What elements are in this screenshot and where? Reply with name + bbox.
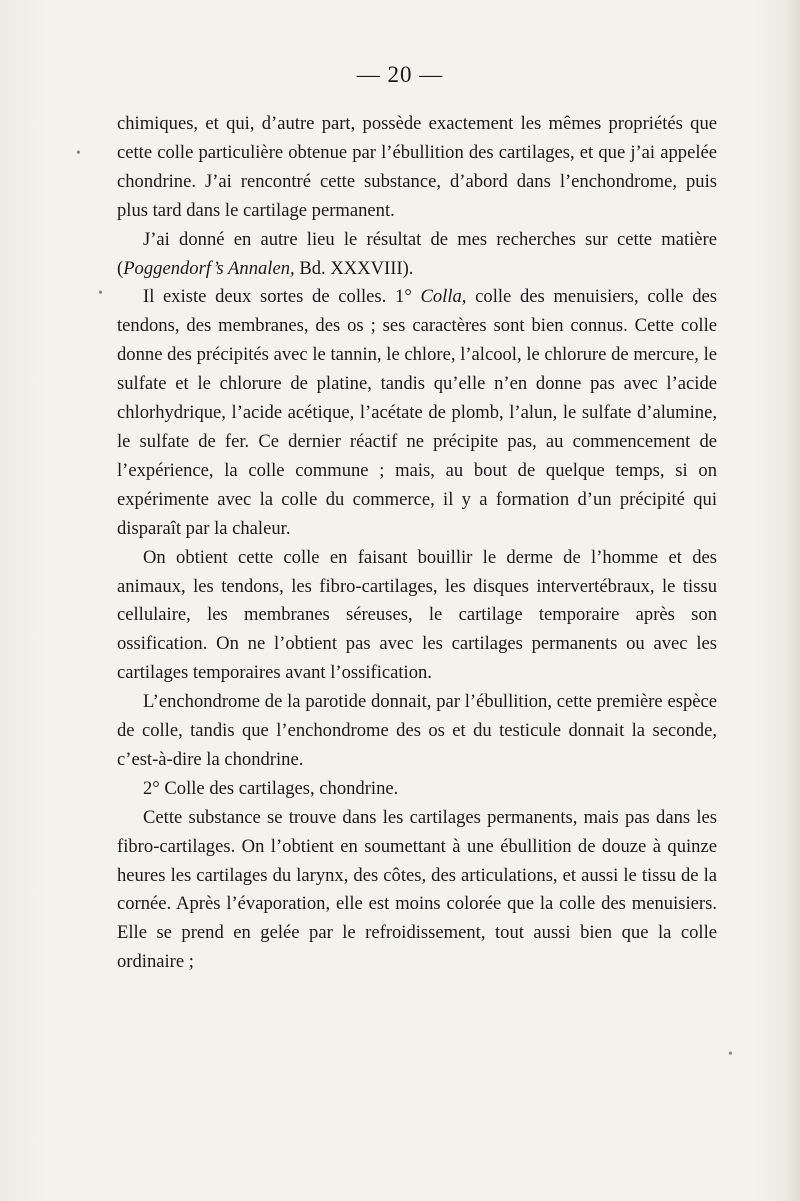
paragraph-7: Cette substance se trouve dans les cartilages permanents, mais pas dans les fibro-cartilages. On l’obtient en soumettant à une ébullition de douze à quinze heures les cartilages du larynx, des côtes, des articulations, et aussi le tissu de la cornée. Après l’évaporation, elle est moins colorée que la colle des menuisiers. Elle se prend en gelée par le refroidissement, tout aussi bien que la colle ordinaire ; — [117, 806, 717, 973]
page-number: — 20 — — [356, 62, 444, 87]
paragraph-3-italic: Colla, — [420, 286, 467, 308]
margin-mark: • — [98, 286, 103, 301]
paragraph-3-after: colle des menuisiers, colle des tendons, des membranes, des os ; ses caractères sont bien connus. Cette colle donne des précipités avec le tannin, le chlore, l’alcool, le chlorure de mercure, le sulfate et le chlorure de platine, tandis qu’elle n’en donne pas avec l’acide chlorhydrique, l’acide acétique, l’acétate de plomb, l’alun, le sulfate d’alumine, le sulfate de fer. Ce dernier réactif ne précipite pas, au commencement de l’expérience, la colle commune ; mais, au bout de quelque temps, si on expérimente avec la colle du commerce, il y a formation d’un précipité qui disparaît par la chaleur. — [117, 286, 718, 539]
paragraph-2-italic: Poggendorf’s Annalen, — [123, 257, 295, 279]
paragraph-5: L’enchondrome de la parotide donnait, par l’ébullition, cette première espèce de colle, tandis que l’enchondrome des os et du testicule donnait la seconde, c’est-à-dire la chondrine. — [117, 691, 717, 770]
paragraph-1: chimiques, et qui, d’autre part, possède exactement les mêmes propriétés que cette colle particulière obtenue par l’ébullition des cartilages, et que j’ai appelée chondrine. J’ai rencontré cette substance, d’abord dans l’enchondrome, puis plus tard dans le cartilage permanent. — [117, 113, 717, 221]
margin-mark: • — [728, 1047, 733, 1062]
paragraph-4: On obtient cette colle en faisant bouillir le derme de l’homme et des animaux, les tendons, les fibro-cartilages, les disques intervertébraux, le tissu cellulaire, les membranes séreuses, le cartilage temporaire après son ossification. On ne l’obtient pas avec les cartilages permanents ou avec les cartilages temporaires avant l’ossification. — [117, 546, 717, 684]
page-edge-shadow — [786, 0, 800, 1201]
margin-mark: • — [76, 146, 81, 161]
body-text — [117, 110, 717, 977]
paragraph-2-before: J’ai donné en autre lieu le résultat de mes recherches sur cette matière ( — [117, 228, 717, 279]
paragraph-3-before: Il existe deux sortes de colles. 1° — [143, 286, 421, 308]
paragraph-3 — [117, 283, 717, 543]
paragraph-2 — [117, 226, 717, 284]
paragraph-2-after: Bd. XXXVIII). — [294, 257, 414, 279]
paragraph-6: 2° Colle des cartilages, chondrine. — [143, 777, 399, 799]
